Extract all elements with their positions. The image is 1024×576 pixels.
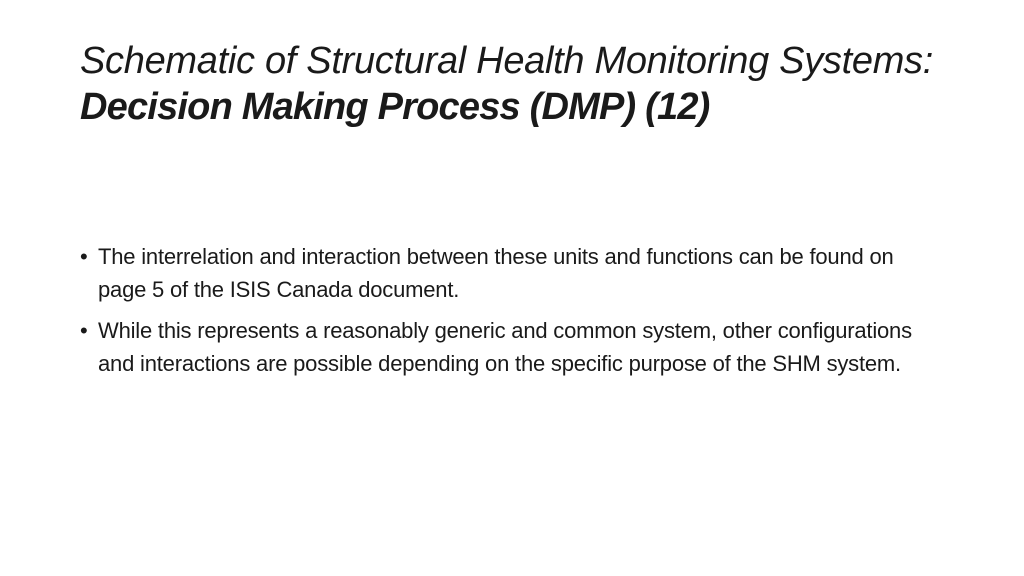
bullet-text: While this represents a reasonably generic and common system, other configurations and interactions are possible depending on the specific purpose of the SHM system. (98, 318, 912, 376)
bullet-item (80, 240, 940, 306)
bullet-list (80, 240, 940, 388)
bullet-item (80, 314, 940, 380)
bullet-dot-icon: • (80, 244, 88, 269)
bullet-text: The interrelation and interaction between these units and functions can be found on page 5 of the ISIS Canada document. (98, 244, 894, 302)
slide-title-emphasis: Decision Making Process (DMP) (12) (80, 86, 710, 128)
slide-title-lead: Schematic of Structural Health Monitoring Systems: (80, 40, 934, 82)
bullet-dot-icon: • (80, 318, 88, 343)
slide-title (80, 38, 960, 130)
